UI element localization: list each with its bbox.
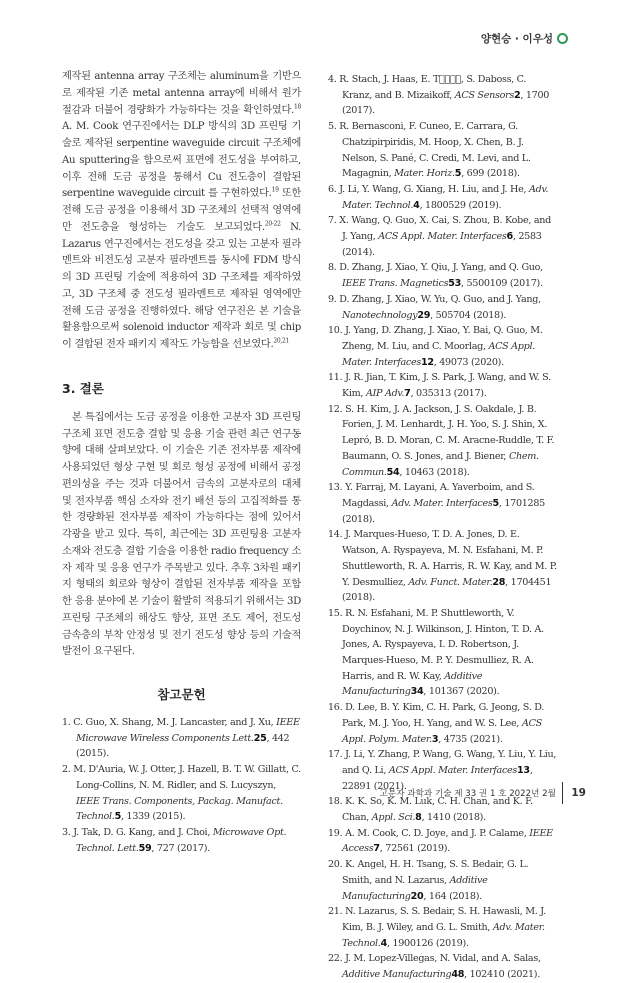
- reference-authors: 1. C. Guo, X. Shang, M. J. Lancaster, and J. Xu,: [62, 717, 277, 728]
- citation-superscript: 18: [293, 103, 301, 111]
- reference-journal: ACS Sensors: [454, 89, 514, 101]
- reference-pages-year: , 102410 (2021).: [464, 969, 541, 981]
- reference-journal: Adv. Mater. Technol.: [342, 183, 549, 211]
- reference-authors: 14. J. Marques-Hueso, T. D. A. Jones, D. E. Watson, A. Ryspayeva, M. N. Esfahani, M. P. Shuttleworth, R. A. Harris, R. W. Kay, and M. P. Y. Desmulliez,: [328, 529, 557, 588]
- reference-pages-year: , 22891 (2021).: [342, 764, 533, 792]
- reference-item: [328, 182, 558, 213]
- reference-pages-year: , 505704 (2018).: [430, 309, 507, 321]
- reference-volume: 4: [380, 937, 387, 949]
- reference-volume: 2: [513, 89, 521, 101]
- body-paragraph: [62, 69, 301, 354]
- reference-journal: ACS Appl. Polym. Mater.: [342, 717, 542, 745]
- reference-volume: 59: [138, 842, 152, 854]
- reference-pages-year: , 5500109 (2017).: [460, 278, 543, 290]
- reference-pages-year: , 699 (2018).: [461, 168, 520, 180]
- reference-pages-year: , 1339 (2015).: [120, 811, 186, 823]
- reference-item: [328, 700, 558, 747]
- reference-pages-year: , 164 (2018).: [423, 890, 482, 902]
- reference-item: [328, 826, 558, 857]
- reference-journal: Adv. Funct. Mater.: [408, 576, 493, 588]
- reference-authors: 19. A. M. Cook, C. D. Joye, and J. P. Calame,: [328, 827, 530, 839]
- reference-authors: 11. J. R. Jian, T. Kim, J. S. Park, J. Wang, and W. S. Kim,: [328, 372, 551, 400]
- reference-authors: 16. D. Lee, B. Y. Kim, C. H. Park, G. Jeong, S. D. Park, M. J. Yoo, H. Yang, and W. S. Lee,: [328, 702, 545, 729]
- reference-volume: 53: [448, 278, 461, 290]
- reference-pages-year: , 101367 (2020).: [423, 686, 500, 698]
- page-footer: [380, 782, 586, 804]
- reference-item: [62, 762, 301, 825]
- reference-journal: IEEE Trans. Components, Packag. Manufact. Technol.: [76, 795, 283, 823]
- reference-volume: 7: [373, 843, 380, 855]
- reference-item: [328, 904, 558, 951]
- reference-journal: Adv. Mater. Technol.: [342, 921, 545, 949]
- references-title: 참고문헌: [157, 687, 206, 702]
- reference-volume: 34: [410, 686, 424, 698]
- text-segment: 또한 전해 도금 공정을 이용해서 3D 구조체의 선택적 영역에만 전도층을 형성하는 기술도 보고되었다.: [62, 188, 301, 233]
- reference-authors: 20. K. Angel, H. H. Tsang, S. S. Bedair, G. L. Smith, and N. Lazarus,: [328, 859, 529, 886]
- reference-item: [328, 292, 558, 323]
- reference-item: [328, 527, 558, 606]
- reference-pages-year: , 1704451 (2018).: [342, 576, 552, 604]
- reference-journal: Additive Manufacturing: [342, 969, 452, 981]
- reference-journal: IEEE Access: [342, 827, 553, 855]
- reference-authors: 15. R. N. Esfahani, M. P. Shuttleworth, V. Doychinov, N. J. Wilkinson, J. Hinton, T. D. A. Jones, A. Ryspayeva, I. D. Robertson, J. Marques-Hueso, M. P. Y. Desmulliez, R. A. Harris, and R. W. Kay,: [328, 607, 544, 682]
- reference-pages-year: , 1700 (2017).: [342, 89, 550, 117]
- page-number: 19: [571, 787, 586, 799]
- reference-volume: 13: [517, 764, 530, 776]
- reference-volume: 5: [114, 811, 121, 823]
- reference-journal: Mater. Horiz.: [394, 168, 455, 180]
- reference-volume: 4: [413, 199, 420, 211]
- citation-superscript: 20-22: [264, 220, 281, 228]
- reference-journal: ACS Appl. Mater. Interfaces: [342, 340, 535, 368]
- reference-volume: 5: [492, 497, 499, 509]
- reference-authors: 6. J. Li, Y. Wang, G. Xiang, H. Liu, and J. He,: [328, 183, 529, 195]
- reference-journal: ACS Appl. Mater. Interfaces: [378, 231, 507, 243]
- citation-superscript: 19: [271, 186, 279, 194]
- reference-journal: Additive Manufacturing: [342, 874, 488, 902]
- reference-volume: 48: [451, 969, 465, 981]
- reference-pages-year: , 727 (2017).: [151, 842, 210, 854]
- running-header: [481, 31, 568, 46]
- reference-volume: 54: [386, 466, 400, 478]
- reference-pages-year: , 1701285 (2018).: [342, 497, 545, 525]
- reference-journal: AIP Adv.: [365, 388, 405, 400]
- reference-journal: ACS Appl. Mater. Interfaces: [388, 764, 518, 776]
- reference-journal: IEEE Trans. Magnetics: [342, 278, 449, 290]
- reference-pages-year: , 72561 (2019).: [379, 843, 450, 855]
- reference-authors: 17. J. Li, Y. Zhang, P. Wang, G. Wang, Y. Liu, Y. Liu, and Q. Li,: [328, 749, 557, 776]
- reference-authors: 3. J. Tak, D. G. Kang, and J. Choi,: [62, 826, 213, 838]
- reference-volume: 29: [417, 309, 431, 321]
- reference-item: [328, 370, 558, 401]
- reference-item: [328, 402, 558, 481]
- reference-authors: 12. S. H. Kim, J. A. Jackson, J. S. Oakdale, J. B. Forien, J. M. Lenhardt, J. H. Yoo, S. J. Shin, X. Lepró, B. D. Moran, C. M. Aracne-Ruddle, T. F. Baumann, O. S. Jones, and J. Biener,: [328, 403, 555, 462]
- right-column: [328, 72, 558, 983]
- reference-volume: 5: [454, 168, 462, 180]
- reference-authors: 13. Y. Farraj, M. Layani, A. Yaverboim, and S. Magdassi,: [328, 482, 535, 509]
- reference-authors: 8. D. Zhang, J. Xiao, Y. Qiu, J. Yang, and Q. Guo,: [328, 262, 543, 274]
- reference-journal: IEEE Microwave Wireless Components Lett.: [76, 717, 300, 744]
- reference-pages-year: , 4735 (2021).: [438, 733, 503, 745]
- reference-pages-year: , 1410 (2018).: [421, 812, 486, 824]
- reference-volume: 6: [506, 231, 513, 243]
- reference-item: [328, 951, 558, 982]
- reference-journal: Chem. Commun.: [342, 450, 539, 478]
- reference-item: [328, 119, 558, 182]
- reference-volume: 28: [492, 576, 506, 588]
- reference-volume: 20: [410, 890, 424, 902]
- citation-superscript: 20,21: [273, 337, 290, 345]
- reference-journal: Additive Manufacturing: [342, 670, 483, 698]
- text-segment: A. M. Cook 연구진에서는 DLP 방식의 3D 프린팅 기술로 제작된 serpentine waveguide circuit 구조체에 Au sputtering을 함으로써 표면에 전도성을 부여하고, 이후 전해 도금 공정을 통해서 Cu 전도층이 결합된 serpentine waveguide circuit 를 구현하였다.: [62, 121, 301, 200]
- reference-authors: 4. R. Stach, J. Haas, E. T    , S. Daboss, C. Kranz, and B. Mizaikoff,: [328, 74, 527, 101]
- reference-pages-year: , 1800529 (2019).: [419, 199, 502, 211]
- reference-item: [328, 213, 558, 260]
- reference-volume: 25: [253, 732, 267, 744]
- reference-authors: 18. K. K. So, K. M. Luk, C. H. Chan, and K. F. Chan,: [328, 796, 533, 824]
- text-segment: N. Lazarus 연구진에서는 전도성을 갖고 있는 고분자 필라멘트와 비전도성 고분자 필라멘트를 동시에 FDM 방식의 3D 프린팅 기술에 적용하여 3D 구조체를 제작하였고, 3D 구조체 중 전도성 필라멘트로 제작된 영역에만 전해 도금 공정을 진행하였다. 해당 연구진은 본 기술을 활용함으로써 solenoid inductor 제작과 회로 및 chip이 결합된 전자 패키지 제작도 가능함을 선보였다.: [62, 221, 302, 350]
- reference-authors: 21. N. Lazarus, S. S. Bedair, S. H. Hawasli, M. J. Kim, B. J. Wiley, and G. L. Smith,: [328, 906, 546, 933]
- reference-item: [328, 72, 558, 119]
- reference-journal: Appl. Sci.: [371, 812, 416, 824]
- reference-pages-year: , 442 (2015).: [76, 732, 290, 760]
- reference-item: [328, 857, 558, 904]
- text-segment: 제작된 antenna array 구조체는 aluminum을 기반으로 제작된 기존 metal antenna array에 비해서 원가 절감과 더불어 경량화가 가능하다는 것을 확인하였다.: [62, 71, 301, 116]
- reference-pages-year: , 2583 (2014).: [342, 231, 542, 258]
- reference-item: [328, 606, 558, 700]
- reference-volume: 3: [431, 733, 439, 745]
- header-authors: 양현승 · 이우성: [480, 33, 553, 45]
- circle-icon: [557, 33, 568, 44]
- reference-list: [62, 715, 301, 856]
- reference-journal: Nanotechnology: [342, 309, 418, 321]
- reference-volume: 8: [415, 812, 422, 824]
- reference-item: [328, 323, 558, 370]
- reference-authors: 22. J. M. Lopez-Villegas, N. Vidal, and A. Salas,: [328, 953, 541, 965]
- reference-list-continued: [328, 72, 558, 983]
- reference-pages-year: , 49073 (2020).: [433, 356, 504, 368]
- reference-item: [328, 260, 558, 291]
- reference-volume: 7: [404, 388, 411, 400]
- reference-journal: Microwave Opt. Technol. Lett.: [76, 826, 287, 854]
- reference-pages-year: , 035313 (2017).: [410, 388, 487, 400]
- reference-journal: Adv. Mater. Interfaces: [391, 497, 493, 509]
- reference-item: [62, 715, 301, 762]
- section-title: 3. 결론: [62, 380, 104, 396]
- reference-pages-year: , 1900126 (2019).: [386, 937, 469, 949]
- reference-pages-year: , 10463 (2018).: [399, 466, 470, 478]
- journal-info: 고분자 과학과 기술 제 33 권 1 호 2022년 2월: [379, 789, 556, 799]
- reference-authors: 5. R. Bernasconi, F. Cuneo, E. Carrara, G. Chatzipirpiridis, M. Hoop, X. Chen, B. J. Nelson, S. Pané, C. Credi, M. Levi, and L. Magagnin,: [328, 121, 531, 180]
- reference-authors: 9. D. Zhang, J. Xiao, W. Yu, Q. Guo, and J. Yang,: [328, 293, 541, 305]
- divider: [562, 782, 564, 804]
- reference-item: [328, 480, 558, 527]
- reference-authors: 7. X. Wang, Q. Guo, X. Cai, S. Zhou, B. Kobe, and J. Yang,: [328, 215, 551, 243]
- reference-authors: 10. J. Yang, D. Zhang, J. Xiao, Y. Bai, Q. Guo, M. Zheng, M. Liu, and C. Moorlag,: [328, 325, 543, 352]
- reference-authors: 2. M. D'Auria, W. J. Otter, J. Hazell, B. T. W. Gillatt, C. Long-Collins, N. M. Ridler, and S. Lucyszyn,: [62, 764, 301, 791]
- left-column: [62, 69, 301, 856]
- conclusion-paragraph: 본 특집에서는 도금 공정을 이용한 고분자 3D 프린팅 구조체 표면 전도층 결합 및 응용 기술 관련 최근 연구동향에 대해 살펴보았다. 이 기술은 기존 전자부품 제작에 사용되었던 형상 구현 및 회로 형성 공정에 비해서 공정 편의성을 주는 것과 더불어서 금속의 고분자로의 대체 및 전자부품 핵심 소자와 전기 배선 등의 고집적화를 통한 경량화된 전자부품 제작이 가능하다는 점에 있어서 각광을 받고 있다. 특히, 최근에는 3D 프린팅용 고분자 소재와 전도층 결합 기술을 이용한 radio frequency 소자 제작 및 응용 연구가 주목받고 있다. 추후 3차원 패키지 형태의 회로와 형상이 결합된 전자부품 제작을 포함한 응용 분야에 본 기술이 활발히 적용되기 위해서는 3D 프린팅 구조체의 해상도 향상, 표면 조도 제어, 전도성 금속층의 부착 안정성 및 전기 전도성 향상 등의 기술적 발전이 요구된다.: [62, 411, 301, 658]
- reference-volume: 12: [420, 356, 434, 368]
